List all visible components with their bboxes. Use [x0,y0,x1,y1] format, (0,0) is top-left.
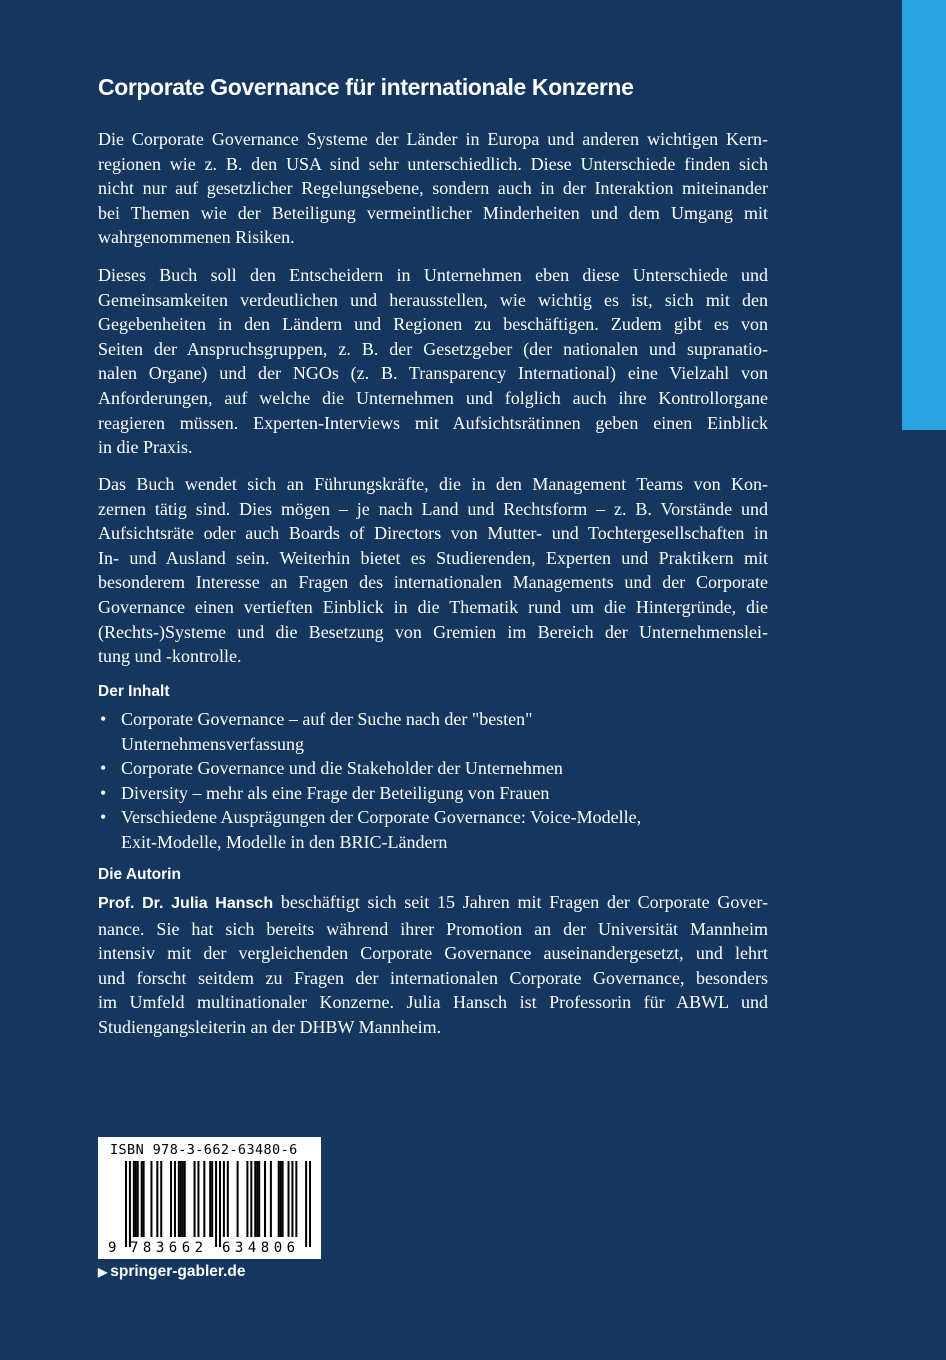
text-line [98,890,768,917]
text-line: und forscht seitdem zu Fragen der internationalen Corporate Governance, besonders [98,967,768,988]
text-line: wahrgenommenen Risiken. [98,227,295,248]
text-line: tung und -kontrolle. [98,646,242,667]
book-title: Corporate Governance für internationale Konzerne [98,74,634,100]
author-name: Prof. Dr. Julia Hansch [98,895,274,912]
barcode-bar [264,1161,266,1237]
barcode-bar [203,1161,205,1237]
text-line: Aufsichtsräte oder auch Boards of Directors von Mutter- und Tochtergesellschaften in [98,523,768,544]
bullet-icon: • [100,709,107,729]
list-item-text: Unternehmensverfassung [121,733,304,754]
text-line: In- und Ausland sein. Weiterhin bietet es Studierenden, Experten und Praktikern mit [98,547,768,568]
text-line: intensiv mit der vergleichenden Corporate Governance auseinandergesetzt, und lehrt [98,943,768,964]
play-arrow-icon: ▶ [98,1265,108,1279]
list-item [98,756,768,781]
barcode-bar [227,1161,229,1237]
list-item-text: Corporate Governance und die Stakeholder der Unternehmen [121,758,563,779]
text-line: in die Praxis. [98,437,193,458]
text-line: reagieren müssen. Experten-Interviews mit Aufsichtsrätinnen geben einen Einblick [98,412,768,433]
barcode-bar [219,1161,221,1247]
barcode-bar [295,1161,297,1237]
text-line: nance. Sie hat sich bereits während ihrer Promotion an der Universität Mannheim [98,918,768,939]
barcode-bar [250,1161,252,1237]
blurb-paragraph-3 [98,472,768,669]
text-line: (Rechts-)Systeme und die Besetzung von Gremien im Bereich der Unternehmenslei- [98,621,768,642]
text-line: im Umfeld multinationaler Konzerne. Julia Hansch ist Professorin für ABWL und [98,992,768,1013]
barcode-bar [246,1161,248,1237]
barcode-bar [215,1161,217,1247]
text-line: Gegebenheiten in den Ländern und Regionen zu beschäftigen. Zudem gibt es von [98,314,768,335]
barcode-bar [160,1161,162,1237]
text-line: Die Corporate Governance Systeme der Länder in Europa und anderen wichtigen Kern- [98,129,768,149]
list-item-text: Corporate Governance – auf der Suche nach der "besten" [121,709,533,729]
bullet-icon: • [100,782,107,803]
contents-heading: Der Inhalt [98,683,170,700]
website-link[interactable] [98,1263,245,1281]
barcode-bar [280,1161,282,1237]
barcode-bar [194,1161,196,1237]
list-item-text: Exit-Modelle, Modelle in den BRIC-Ländern [121,831,448,852]
side-color-stripe [902,0,946,430]
barcode-bar [197,1161,199,1237]
barcode-bar [288,1161,290,1237]
barcode-bar [143,1161,145,1237]
text-line: Gemeinsamkeiten verdeutlichen und herausstellen, wie wichtig es ist, sich mit den [98,289,768,310]
barcode-bar [135,1161,137,1237]
isbn-barcode [98,1137,321,1259]
text-line: nalen Organe) und der NGOs (z. B. Transparency International) eine Vielzahl von [98,363,768,384]
author-bio [98,890,768,1040]
barcode-bar [170,1161,172,1237]
text-line: regionen wie z. B. den USA sind sehr unterschiedlich. Diese Unterschiede finden sich [98,153,768,174]
text-line: Governance einen vertieften Einblick in die Thematik rund um die Hintergründe, die [98,596,768,617]
text-line: besonderem Interesse an Fragen des internationalen Managements und der Corporate [98,572,768,593]
text-line: nicht nur auf gesetzlicher Regelungsebene, sondern auch in der Interaktion miteinander [98,178,768,199]
text-line: Studiengangsleiterin an der DHBW Mannheim. [98,1016,442,1037]
list-item [98,781,768,806]
barcode-bar [256,1161,258,1237]
list-item [98,707,768,756]
barcode-bar [184,1161,186,1237]
contents-list [98,707,768,855]
barcode-bar [305,1161,307,1247]
barcode-bar [223,1161,225,1237]
text-line: Seiten der Anspruchsgruppen, z. B. der Gesetzgeber (der nationalen und supranatio- [98,338,768,359]
author-heading: Die Autorin [98,866,181,883]
author-bio-first-line: beschäftigt sich seit 15 Jahren mit Fragen der Corporate Gover- [273,892,768,912]
barcode-bar [141,1161,143,1237]
barcode-bar [278,1161,280,1237]
text-line: Dieses Buch soll den Entscheidern in Unternehmen eben diese Unterschiede und [98,265,768,285]
website-url: springer-gabler.de [110,1263,246,1280]
isbn-label: ISBN 978-3-662-63480-6 [110,1142,298,1158]
barcode-bar [291,1161,293,1237]
barcode-bar [282,1161,284,1237]
barcode-bar [137,1161,139,1237]
bullet-icon: • [100,758,107,779]
list-item-text: Verschiedene Ausprägungen der Corporate Governance: Voice-Modelle, [121,807,642,828]
barcode-bar [237,1161,239,1237]
barcode-digits-left: 783662 [130,1240,208,1256]
bullet-icon: • [100,807,107,828]
barcode-bar [129,1161,131,1247]
text-line: Das Buch wendet sich an Führungskräfte, die in den Management Teams von Kon- [98,474,768,494]
barcode-bar [209,1161,211,1237]
barcode-bar [150,1161,152,1237]
list-item-text: Diversity – mehr als eine Frage der Beteiligung von Frauen [121,782,550,803]
barcode-bar [182,1161,184,1237]
barcode-bar [133,1161,135,1237]
barcode-bar [180,1161,182,1237]
barcode-bar [174,1161,176,1237]
barcode-digit-first: 9 [108,1240,117,1256]
barcode-bar [211,1161,213,1237]
blurb-paragraph-2 [98,263,768,460]
barcode-bar [125,1161,127,1247]
barcode-bar [178,1161,180,1237]
text-line: Anforderungen, auf welche die Unternehmen und folglich auch ihre Kontrollorgane [98,387,768,408]
blurb-paragraph-1 [98,127,768,250]
barcode-bar [270,1161,272,1237]
barcode-bar [309,1161,311,1247]
barcode-bar [156,1161,158,1237]
text-line: zernen tätig sind. Dies mögen – je nach Land und Rechtsform – z. B. Vorstände und [98,498,768,519]
barcode-bar [258,1161,260,1237]
list-item [98,805,768,854]
text-line: bei Themen wie der Beteiligung vermeintlicher Minderheiten und dem Umgang mit [98,202,768,223]
barcode-bar [254,1161,256,1237]
barcode-digits-right: 634806 [222,1240,300,1256]
